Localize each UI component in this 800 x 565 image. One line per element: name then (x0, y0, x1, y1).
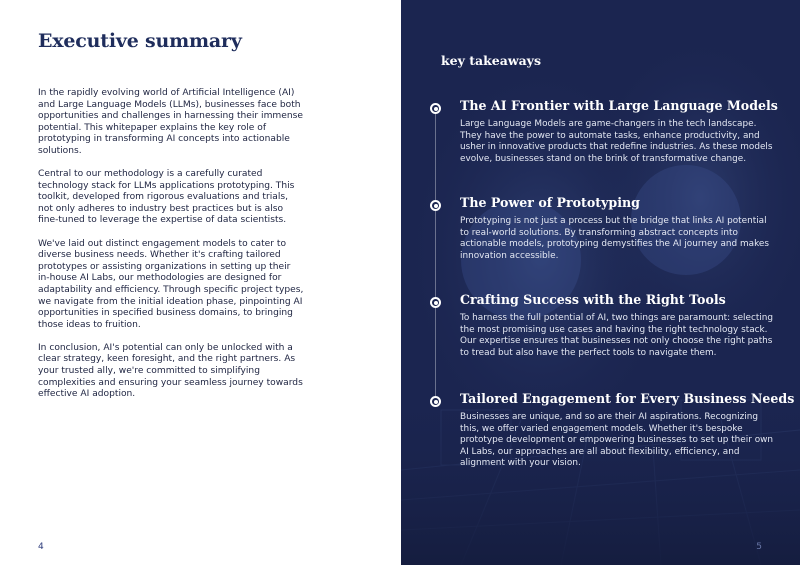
takeaway-title: Tailored Engagement for Every Business Needs (460, 391, 795, 406)
takeaway-text: Businesses are unique, and so are their AI aspirations. Recognizing this, we offer varied engagement models. Whether it's bespoke prototype development or empowering businesses to set up their own AI Labs, our approaches are all about flexibility, efficiency, and alignment with your vision. (460, 412, 774, 468)
right-page (401, 0, 800, 565)
summary-body (38, 88, 304, 412)
timeline-dot-icon (430, 103, 441, 114)
timeline-dot-icon (430, 297, 441, 308)
page-number-left: 4 (38, 542, 44, 552)
summary-paragraph: Central to our methodology is a carefully curated technology stack for LLMs applications prototyping. This toolkit, developed from rigorous evaluations and trials, not only adheres to industry best practices but is also fine-tuned to leverage the expertise of data scientists. (38, 169, 295, 226)
summary-paragraph: In the rapidly evolving world of Artificial Intelligence (AI) and Large Language Models (LLMs), businesses face both opportunities and challenges in harnessing their immense potential. This whitepaper explains the key role of prototyping in transforming AI concepts into actionable solutions. (38, 88, 303, 156)
key-takeaways-heading: key takeaways (441, 53, 541, 68)
timeline-line (435, 108, 436, 406)
summary-paragraph: We've laid out distinct engagement models to cater to diverse business needs. Whether it's crafting tailored prototypes or assisting organizations in setting up their in-house AI Labs, our methodologies are designed for adaptability and efficiency. Through specific project types, we navigate from the initial ideation phase, pinpointing AI opportunities in specified business domains, to bringing those ideas to fruition. (38, 238, 304, 330)
page-number-right: 5 (756, 542, 762, 552)
takeaway-title: The Power of Prototyping (460, 195, 640, 210)
takeaway-title: The AI Frontier with Large Language Models (460, 98, 778, 113)
page-title: Executive summary (38, 30, 242, 52)
timeline-dot-icon (430, 396, 441, 407)
summary-paragraph: In conclusion, AI's potential can only be unlocked with a clear strategy, keen foresight, and the right partners. As your trusted ally, we're committed to simplifying complexities and ensuring your seamless journey towards effective AI adoption. (38, 342, 303, 400)
takeaway-text: Prototyping is not just a process but the bridge that links AI potential to real-world solutions. By transforming abstract concepts into actionable models, prototyping demystifies the AI journey and makes innovation accessible. (460, 216, 770, 261)
takeaway-title: Crafting Success with the Right Tools (460, 292, 726, 307)
background-artwork (401, 0, 800, 565)
takeaway-text: Large Language Models are game-changers in the tech landscape. They have the power to automate tasks, enhance productivity, and usher in innovative products that redefine industries. As these models evolve, businesses stand on the brink of transformative change. (460, 119, 773, 164)
takeaway-text: To harness the full potential of AI, two things are paramount: selecting the most promising use cases and having the right technology stack. Our expertise ensures that businesses not only choose the right paths to tread but also have the perfect tools to navigate them. (460, 313, 774, 358)
timeline-dot-icon (430, 200, 441, 211)
